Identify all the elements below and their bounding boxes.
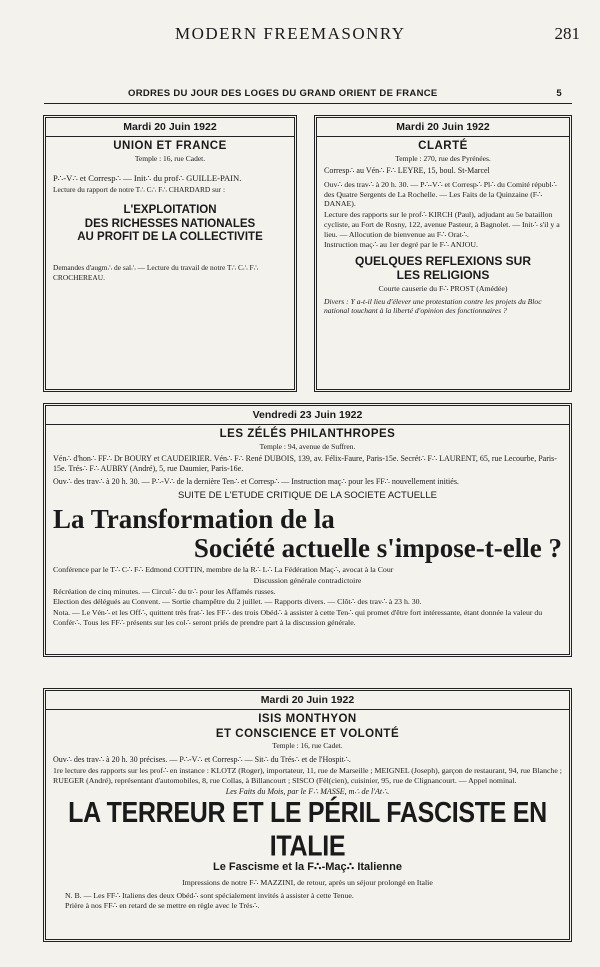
temple-address: Temple : 16, rue Cadet. xyxy=(134,153,206,163)
headline xyxy=(53,204,287,245)
agenda-line: N. B. — Les FF∴ Italiens des deux Obéd∴ sont spécialement invités à assister à cette Tenue. xyxy=(65,890,354,900)
headline-line: LA TERREUR ET LE PÉRIL FASCISTE EN ITALIE xyxy=(68,796,547,862)
notice-isis-monthyon xyxy=(43,688,572,942)
section-header-text: ORDRES DU JOUR DES LOGES DU GRAND ORIENT DE FRANCE xyxy=(128,88,438,99)
temple-address: Temple : 270, rue des Pyrénées. xyxy=(395,153,491,163)
agenda-line: Demandes d'augm∴ de sal∴ — Lecture du travail de notre T∴ C∴ F∴ CROCHEREAU. xyxy=(53,263,259,282)
agenda-line: Divers : Y a-t-il lieu d'élever une protestation contre les projets du Bloc national touchant à la liberté d'opinion des fonctionnaires ? xyxy=(324,296,542,316)
lodge-name: UNION ET FRANCE xyxy=(113,140,227,153)
notice-zeles-philanthropes xyxy=(43,403,572,657)
temple-address: Temple : 16, rue Cadet. xyxy=(272,740,343,750)
agenda-line: Courte causerie du F∴ PROST (Amédée) xyxy=(378,283,508,293)
notice-clarte xyxy=(314,115,572,392)
page-number: 281 xyxy=(554,24,580,43)
agenda-line: Instruction maç∴ au 1er degré par le F∴ ANJOU. xyxy=(324,240,478,250)
lodge-name: CLARTÉ xyxy=(418,140,468,153)
agenda-line: Prière à nos FF∴ en retard de se mettre en règle avec le Trés∴. xyxy=(65,901,260,911)
agenda-line: Impressions de notre F∴ MAZZINI, de retour, après un séjour prolongé en Italie xyxy=(182,877,433,887)
agenda-line: Vén∴ d'hon∴ FF∴ Dr BOURY et CAUDEIRIER. Vén∴ F∴ René DUBOIS, 139, av. Félix-Faure, Paris-15e. Secrét∴ F∴ LAURENT, 65, rue Lecourbe, Paris-15e. Trés∴ F∴ AUBRY (André), 5, rue Daumier, Paris-16e. xyxy=(53,453,557,473)
notice-date: Mardi 20 Juin 1922 xyxy=(46,121,294,137)
headline-line: AU PROFIT DE LA COLLECTIVITE xyxy=(77,231,263,244)
section-header xyxy=(44,87,572,104)
agenda-line: Lecture du rapport de notre T∴ C∴ F∴ CHARDARD sur : xyxy=(53,184,226,194)
headline xyxy=(324,254,562,283)
agenda-line: Ouv∴ des trav∴ à 20 h. 30. — P∴-V∴ et Corresp∴ Pl∴ du Comité républ∴ des Quatre Sergents de La Rochelle. — Les Faits de la Quinzaine (F∴ DANAE). xyxy=(324,179,557,209)
notice-union-et-france xyxy=(43,115,297,392)
agenda-line: Nota. — Le Vén∴ et les Off∴, quittent très frat∴ les FF∴ des trois Obéd∴ à assister à cette Ten∴ qui promet d'être fort intéressante, étant donnée la valeur du Confér∴. Tous les FF∴ présents sur les col∴ seront priés de prendre part à la discussion générale. xyxy=(53,608,543,627)
agenda-line: Les Faits du Mois, par le F∴ MASSE, m∴ de l'At∴. xyxy=(225,786,390,796)
lodge-name: ET CONSCIENCE ET VOLONTÉ xyxy=(215,727,400,740)
headline-line: QUELQUES REFLEXIONS SUR xyxy=(354,254,532,269)
page-title: MODERN FREEMASONRY xyxy=(175,24,406,43)
agenda-line: P∴-V∴ et Corresp∴ — Init∴ du prof∴ GUILLE-PAIN. xyxy=(53,172,242,183)
section-header-number: 5 xyxy=(556,88,562,99)
agenda-line: Récréation de cinq minutes. — Circul∴ du tr∴ pour les Affamés russes. xyxy=(53,586,276,596)
notice-date: Vendredi 23 Juin 1922 xyxy=(46,409,569,425)
headline-line: Société actuelle s'impose-t-elle ? xyxy=(193,533,562,564)
lodge-name: LES ZÉLÉS PHILANTHROPES xyxy=(219,428,396,441)
running-head xyxy=(0,0,600,50)
agenda-line: Ouv∴ des trav∴ à 20 h. 30 précises. — P∴-V∴ et Corresp∴ — Sit∴ du Trés∴ et de l'Hospit∴. xyxy=(53,755,351,765)
headline-line: DES RICHESSES NATIONALES xyxy=(84,217,256,230)
agenda-line: Election des délégués au Convent. — Sortie champêtre du 2 juillet. — Rapports divers. — Clôt∴ des trav∴ à 23 h. 30. xyxy=(53,597,422,607)
temple-address: Temple : 94, avenue de Suffren. xyxy=(259,441,356,451)
headline-line: La Transformation de la xyxy=(53,503,335,534)
agenda-line: Corresp∴ au Vén∴ F∴ LEYRE, 15, boul. St-Marcel xyxy=(324,165,490,175)
agenda-line: Conférence par le T∴ C∴ F∴ Edmond COTTIN, membre de la R∴ L∴ La Fédération Maç∴, avocat à la Cour xyxy=(53,565,394,575)
headline-line: L'EXPLOITATION xyxy=(123,203,217,216)
headline-line: LES RELIGIONS xyxy=(396,268,490,283)
subtitle: Le Fascisme et la F∴-Maç∴ Italienne xyxy=(213,861,402,874)
notice-date: Mardi 20 Juin 1922 xyxy=(317,121,569,137)
agenda-line: 1re lecture des rapports sur les prof∴ en instance : KLOTZ (Roger), importateur, 11, rue de Marseille ; MEIGNEL (Joseph), garçon de restaurant, 94, rue Blanche ; RUEGER (André), représentant d'automobiles, 8, rue Collas, à Billancourt ; SISCO (Fél(cien), cuisinier, 95, rue de Clignancourt. — Appel nominal. xyxy=(53,766,562,785)
agenda-line: Discussion générale contradictoire xyxy=(253,575,362,585)
notice-date: Mardi 20 Juin 1922 xyxy=(46,694,569,710)
agenda-line: SUITE DE L'ETUDE CRITIQUE DE LA SOCIETE ACTUELLE xyxy=(178,489,437,501)
agenda-line: Lecture des rapports sur le prof∴ KIRCH (Paul), adjudant au 5e bataillon cycliste, au Fort de Rosny, 122, avenue Pasteur, à Bagnolet. — Init∴ s'il y a lieu. — Allocution de bienvenue au F∴ Orat∴. xyxy=(324,210,560,239)
lodge-name: ISIS MONTHYON xyxy=(258,713,357,726)
agenda-line: Ouv∴ des trav∴ à 20 h. 30. — P∴-V∴ de la dernière Ten∴ et Corresp∴ — Instruction maç∴ pour les FF∴ nouvellement initiés. xyxy=(53,476,459,486)
